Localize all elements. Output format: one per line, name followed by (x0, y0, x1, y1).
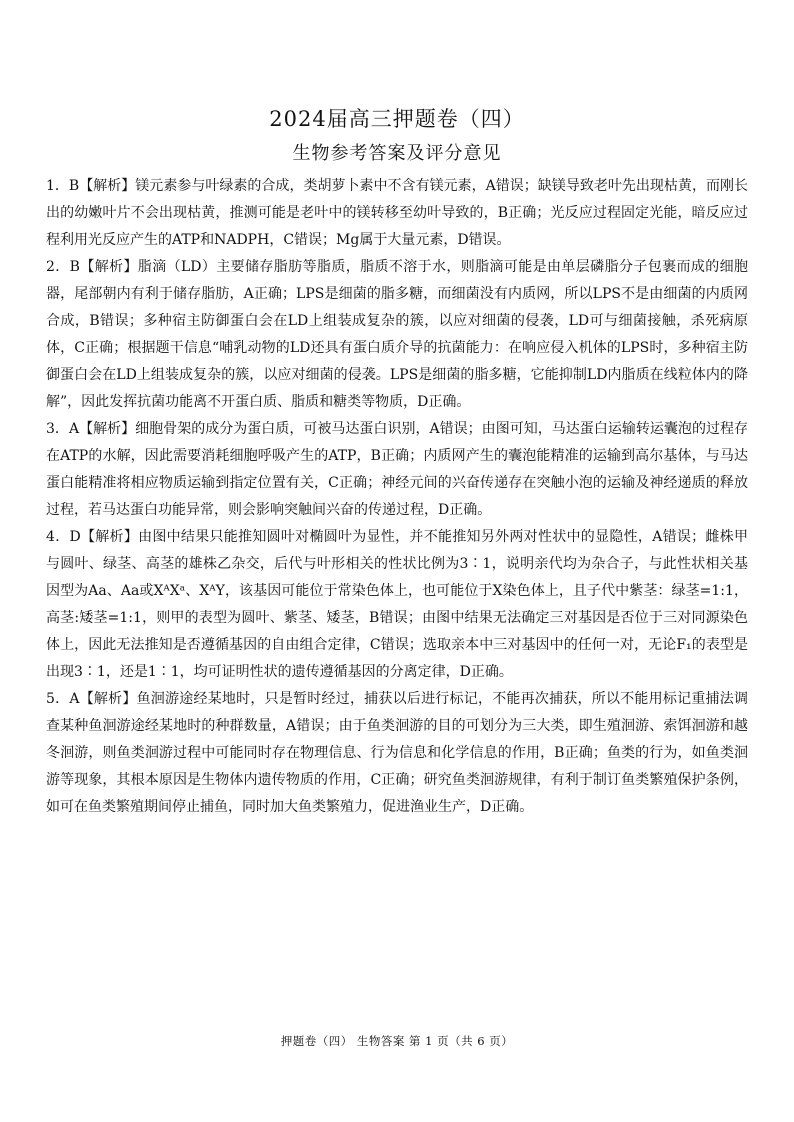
answer-item-3: 3．A【解析】细胞骨架的成分为蛋白质，可被马达蛋白识别，A错误；由图可知，马达蛋白运输转运囊泡的过程存在ATP的水解，因此需要消耗细胞呼吸产生的ATP，B正确；内质网产生的囊泡能精准的运输到高尔基体，与马达蛋白能精准将相应物质运输到指定位置有关，C正确；神经元间的兴奋传递存在突触小泡的运输及神经递质的释放过程，若马达蛋白功能异常，则会影响突触间兴奋的传递过程，D正确。 (46, 421, 748, 518)
page-subtitle: 生物参考答案及评分意见 (292, 143, 502, 164)
answer-item-1: 1．B【解析】镁元素参与叶绿素的合成，类胡萝卜素中不含有镁元素，A错误；缺镁导致老叶先出现枯黄，而刚长出的幼嫩叶片不会出现枯黄，推测可能是老叶中的镁转移至幼叶导致的，B正确；光反应过程固定光能，暗反应过程利用光反应产生的ATP和NADPH，C错误；Mg属于大量元素，D错误。 (46, 178, 748, 248)
answer-item-4: 4．D【解析】由图中结果只能推知圆叶对椭圆叶为显性，并不能推知另外两对性状中的显隐性，A错误；雌株甲与圆叶、绿茎、高茎的雄株乙杂交，后代与叶形相关的性状比例为3∶1，说明亲代均为杂合子，与此性状相关基因型为Aa、Aa或XᴬXᵃ、XᴬY，该基因可能位于常染色体上，也可能位于X染色体上，且子代中紫茎：绿茎=1:1，高茎:矮茎=1:1，则甲的表型为圆叶、紫茎、矮茎，B错误；由图中结果无法确定三对基因是否位于三对同源染色体上，因此无法推知是否遵循基因的自由组合定律，C错误；选取亲本中三对基因中的任何一对，无论F₁的表型是出现3∶1，还是1∶1，均可证明性状的遗传遵循基因的分离定律，D正确。 (46, 529, 748, 680)
answer-list (46, 173, 748, 821)
page-title: 2024届高三押题卷（四） (269, 107, 525, 131)
answer-item-2: 2．B【解析】脂滴（LD）主要储存脂肪等脂质，脂质不溶于水，则脂滴可能是由单层磷脂分子包裹而成的细胞器，尾部朝内有利于储存脂肪，A正确；LPS是细菌的脂多糖，而细菌没有内质网，所以LPS不是由细菌的内质网合成，B错误；多种宿主防御蛋白会在LD上组装成复杂的簇，以应对细菌的侵袭，LD可与细菌接触，杀死病原体，C正确；根据题干信息“哺乳动物的LD还具有蛋白质介导的抗菌能力：在响应侵入机体的LPS时，多种宿主防御蛋白会在LD上组装成复杂的簇，以应对细菌的侵袭。LPS是细菌的脂多糖，它能抑制LD内脂质在线粒体内的降解”，因此发挥抗菌功能离不开蛋白质、脂质和糖类等物质，D正确。 (46, 259, 748, 410)
answer-item-5: 5．A【解析】鱼洄游途经某地时，只是暂时经过，捕获以后进行标记，不能再次捕获，所以不能用标记重捕法调查某种鱼洄游途经某地时的种群数量，A错误；由于鱼类洄游的目的可划分为三大类，即生殖洄游、索饵洄游和越冬洄游，则鱼类洄游过程中可能同时存在物理信息、行为信息和化学信息的作用，B正确；鱼类的行为，如鱼类洄游等现象，其根本原因是生物体内遗传物质的作用，C正确；研究鱼类洄游规律，有利于制订鱼类繁殖保护条例，如可在鱼类繁殖期间停止捕鱼，同时加大鱼类繁殖力，促进渔业生产，D正确。 (46, 691, 748, 815)
page-footer: 押题卷（四） 生物答案 第 1 页（共 6 页） (280, 1034, 514, 1048)
